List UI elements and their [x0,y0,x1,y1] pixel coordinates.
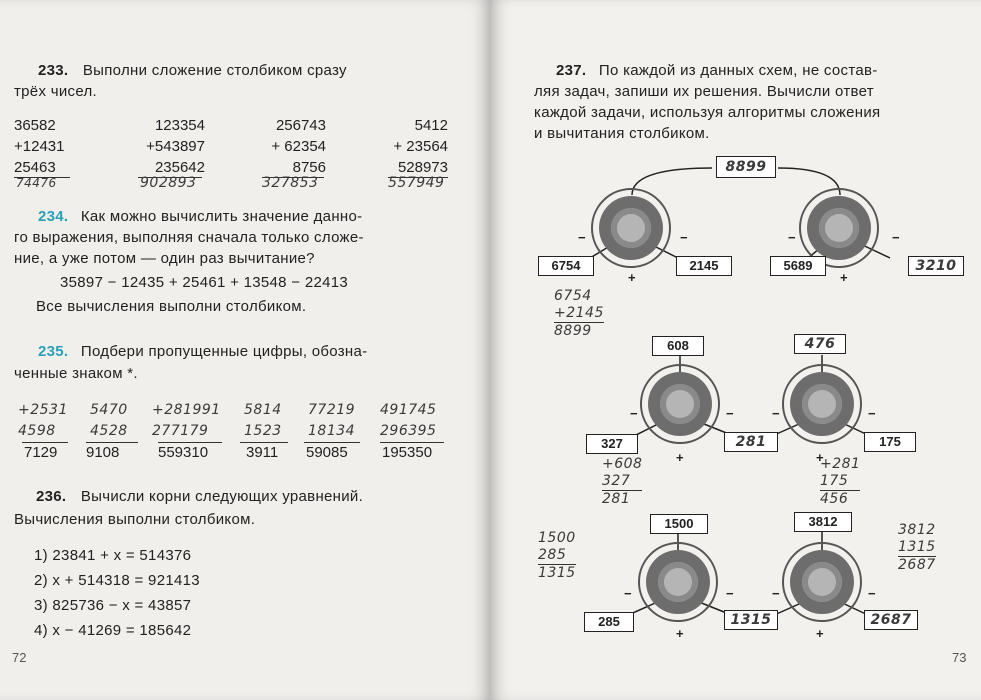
left-page [0,0,490,700]
addend: 256743 [275,117,326,134]
value-box: 3812 [794,512,852,532]
plus-sign: + [676,450,684,465]
value-box: 608 [652,336,704,356]
operand: +2531 [18,402,68,418]
value-box: 1500 [650,514,708,534]
scheme-ring [599,196,663,260]
scheme-ring [646,550,710,614]
handwritten-calc: 3812 1315 2687 [898,522,936,573]
task-236-header [36,488,363,505]
operand: 77219 [308,402,356,418]
value-box: 5689 [770,256,826,276]
addend: 8756 [292,159,326,176]
task-number: 237. [556,62,587,79]
value-box: 175 [864,432,916,452]
task-number: 235. [38,343,69,360]
handwritten-calc: 6754 +2145 8899 [554,288,604,339]
operand: 491745 [380,402,437,418]
result: 9108 [86,444,120,461]
column-sum-3 [250,115,326,178]
minus-sign: − [680,230,688,245]
task-233-header [38,62,347,79]
right-page [490,0,981,700]
plus-sign: + [676,626,684,641]
value-box: 2145 [676,256,732,276]
operand: 4598 [18,423,56,439]
task-text: Все вычисления выполни столбиком. [36,298,307,315]
result: 195350 [382,444,433,461]
task-234-header [38,208,362,225]
task-text: и вычитания столбиком. [534,125,710,142]
digit-puzzle-4 [244,400,282,442]
equation: 3) 825736 − x = 43857 [34,597,192,614]
column-sum-4 [370,115,448,178]
value-box: 2687 [864,610,918,630]
operand: 1523 [244,423,282,439]
addend: 25463 [14,159,56,176]
column-sum-1 [14,115,64,178]
minus-sign: − [630,406,638,421]
addend: 235642 [154,159,205,176]
digit-puzzle-5 [308,400,355,442]
value-box: 476 [794,334,846,354]
digit-puzzle-2 [90,400,128,442]
equation: 4) x − 41269 = 185642 [34,622,192,639]
result: 7129 [24,444,58,461]
plus-sign: + [840,270,848,285]
minus-sign: − [624,586,632,601]
equation: 1) 23841 + x = 514376 [34,547,192,564]
value-box: 6754 [538,256,594,276]
addend: 528973 [397,159,448,176]
operand: 277179 [152,423,209,439]
minus-sign: − [892,230,900,245]
task-text: Вычисления выполни столбиком. [14,511,256,528]
plus-sign: + [628,270,636,285]
minus-sign: − [726,586,734,601]
value-box: 327 [586,434,638,454]
handwritten-answer: 557949 [388,175,445,191]
minus-sign: − [868,586,876,601]
addend: 36582 [14,117,56,134]
addend: + 62354 [271,138,326,155]
column-sum-2 [130,115,205,178]
task-number: 234. [38,208,69,225]
minus-sign: − [868,406,876,421]
minus-sign: − [726,406,734,421]
result: 559310 [158,444,209,461]
addend: 123354 [154,117,205,134]
result-box: 8899 [716,156,776,178]
minus-sign: − [772,406,780,421]
scheme-ring [807,196,871,260]
minus-sign: − [772,586,780,601]
task-text: го выражения, выполняя сначала только сложе- [14,229,364,246]
addend: 5412 [414,117,448,134]
digit-puzzle-6 [380,400,436,442]
expression: 35897 − 12435 + 25461 + 13548 − 22413 [60,274,349,291]
minus-sign: − [578,230,586,245]
task-text: Вычисли корни следующих уравнений. [80,488,364,505]
task-text: Как можно вычислить значение данно- [80,208,363,225]
page-number: 73 [952,650,967,665]
value-box: 3210 [908,256,964,276]
digit-puzzle-3 [152,400,221,442]
scheme-ring [790,550,854,614]
operand: 18134 [308,423,356,439]
handwritten-calc: +281 175 456 [820,456,861,507]
task-number: 233. [38,62,69,79]
task-text: Выполни сложение столбиком сразу [82,62,347,79]
task-text: каждой задачи, используя алгоритмы сложения [534,104,881,121]
equation: 2) x + 514318 = 921413 [34,572,200,589]
task-text: трёх чисел. [14,83,97,100]
task-text: ченные знаком *. [14,365,138,382]
task-text: ляя задач, запиши их решения. Вычисли ответ [534,83,874,100]
addend: +12431 [14,138,65,155]
result: 59085 [306,444,348,461]
scheme-ring [790,372,854,436]
value-box: 1315 [724,610,778,630]
task-text: По каждой из данных схем, не состав- [598,62,878,79]
addend: + 23564 [393,138,448,155]
equation-list [34,543,200,643]
task-text: ние, а уже потом — один раз вычитание? [14,250,315,267]
handwritten-answer: 902893 [140,175,197,191]
scheme-ring [648,372,712,436]
operand: 5814 [244,402,282,418]
digit-puzzle-1 [18,400,68,442]
operand: +281991 [152,402,221,418]
result: 3911 [246,444,279,461]
task-number: 236. [36,488,67,505]
handwritten-calc: +608 327 281 [602,456,643,507]
operand: 5470 [90,402,128,418]
handwritten-answer: 74476 [16,176,57,190]
minus-sign: − [788,230,796,245]
plus-sign: + [816,450,824,465]
operand: 4528 [90,423,128,439]
task-text: Подбери пропущенные цифры, обозна- [80,343,368,360]
plus-sign: + [816,626,824,641]
addend: +543897 [146,138,205,155]
task-235-header [38,343,367,360]
value-box: 281 [724,432,778,452]
scheme-arrows [490,0,981,700]
operand: 296395 [380,423,437,439]
page-number: 72 [12,650,27,665]
handwritten-calc: 1500 285 1315 [538,530,576,581]
value-box: 285 [584,612,634,632]
handwritten-answer: 327853 [262,175,319,191]
